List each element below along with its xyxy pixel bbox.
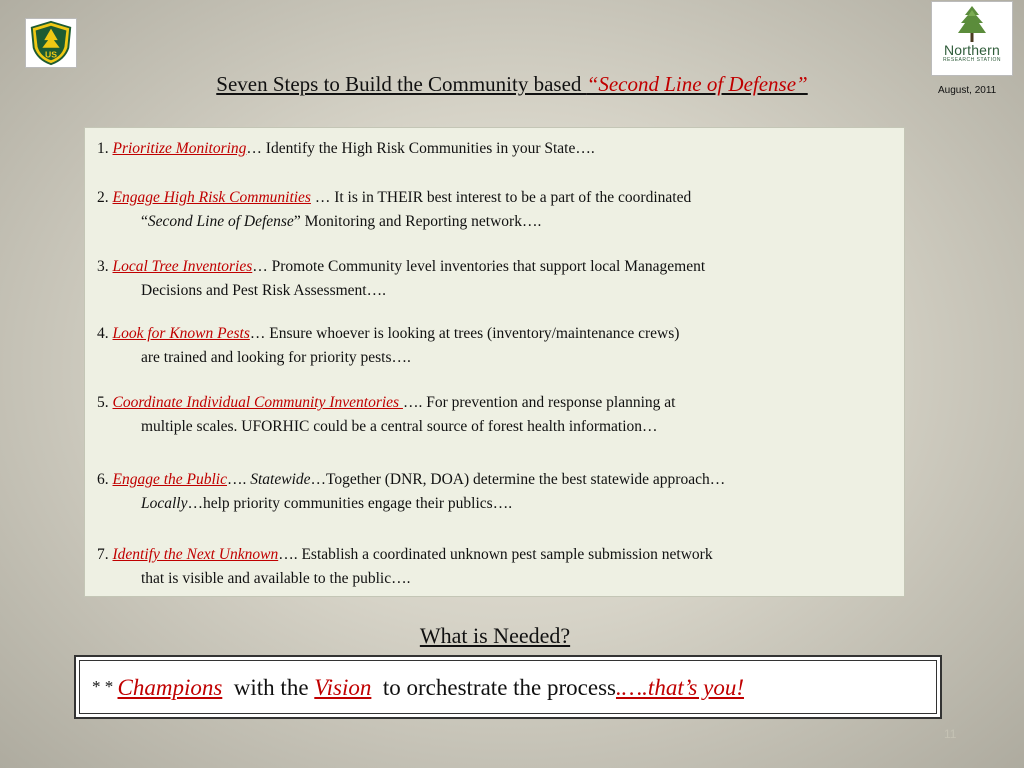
step-3 — [97, 255, 898, 303]
step-label: Identify the Next Unknown — [112, 546, 279, 563]
step-label: Local Tree Inventories — [112, 258, 253, 275]
step-number: 6. — [97, 471, 113, 488]
step-number: 1. — [97, 140, 113, 157]
champions-mid-2: to orchestrate the process — [371, 675, 616, 700]
step-label: Coordinate Individual Community Inventories — [112, 394, 403, 411]
vision-word: Vision — [314, 675, 372, 700]
step-text: … Promote Community level inventories that support local Management — [252, 258, 706, 275]
champions-inner-border — [79, 660, 937, 714]
step-7 — [97, 543, 898, 591]
usfs-shield-logo — [25, 18, 77, 68]
northern-research-station-logo — [931, 1, 1013, 76]
step-number: 2. — [97, 189, 113, 206]
champions-box — [74, 655, 942, 719]
quote-open: “ — [141, 213, 148, 230]
thats-you: .….that’s you! — [615, 675, 744, 700]
step-text: … Identify the High Risk Communities in your State…. — [246, 140, 595, 157]
steps-box — [84, 127, 905, 597]
step-text: …Together (DNR, DOA) determine the best statewide approach… — [310, 471, 726, 488]
step-number: 4. — [97, 325, 113, 342]
step-continuation: multiple scales. UFORHIC could be a central source of forest health information… — [141, 418, 658, 435]
step-italic: Second Line of Defense — [147, 213, 294, 230]
step-continuation: that is visible and available to the public…. — [141, 570, 411, 587]
step-label: Engage High Risk Communities — [112, 189, 311, 206]
step-5 — [97, 391, 898, 439]
step-continuation — [97, 492, 898, 516]
champions-word: Champions — [117, 675, 223, 700]
step-label: Prioritize Monitoring — [112, 140, 247, 157]
step-1 — [97, 137, 898, 161]
step-continuation — [97, 210, 898, 234]
slide-title — [0, 72, 1024, 97]
stars: * * — [92, 677, 118, 696]
nrs-subtitle: RESEARCH STATION — [942, 57, 1002, 63]
step-label: Engage the Public — [112, 471, 227, 488]
page-number: 11 — [944, 727, 957, 741]
shield-icon — [26, 19, 76, 67]
step-6 — [97, 468, 898, 516]
step-4 — [97, 322, 898, 370]
nrs-name: Northern — [943, 42, 1001, 58]
step-number: 5. — [97, 394, 113, 411]
svg-text:US: US — [45, 49, 57, 60]
step-text: … Ensure whoever is looking at trees (inventory/maintenance crews) — [249, 325, 680, 342]
step-text: …. For prevention and response planning at — [402, 394, 676, 411]
step-number: 7. — [97, 546, 113, 563]
step-text: …. Establish a coordinated unknown pest sample submission network — [278, 546, 713, 563]
step-italic: Locally — [141, 495, 188, 512]
step-number: 3. — [97, 258, 113, 275]
what-is-needed-heading: What is Needed? — [419, 623, 571, 648]
champions-mid-1: with the — [222, 675, 315, 700]
champions-text — [92, 675, 744, 701]
step-text: … It is in THEIR best interest to be a part of the coordinated — [310, 189, 692, 206]
tree-icon — [952, 5, 992, 43]
step-2 — [97, 186, 898, 234]
step-label: Look for Known Pests — [112, 325, 250, 342]
title-highlight: “Second Line of Defense” — [586, 72, 808, 96]
step-text: …help priority communities engage their publics…. — [187, 495, 513, 512]
step-text: …. — [227, 471, 251, 488]
date-label: August, 2011 — [938, 85, 997, 96]
title-prefix: Seven Steps to Build the Community based — [216, 72, 587, 96]
step-continuation: are trained and looking for priority pests…. — [141, 349, 411, 366]
step-text: ” Monitoring and Reporting network…. — [293, 213, 542, 230]
step-continuation: Decisions and Pest Risk Assessment…. — [141, 282, 386, 299]
step-italic: Statewide — [250, 471, 311, 488]
